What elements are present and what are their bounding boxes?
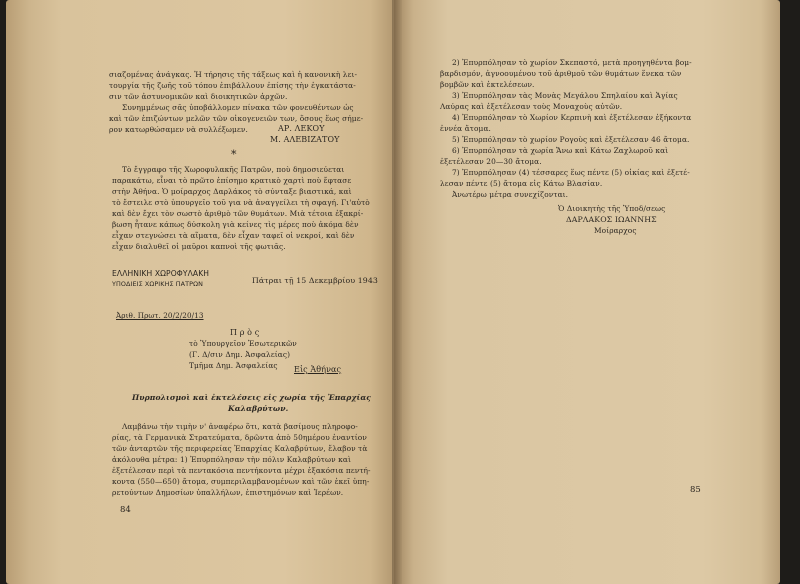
address-line: τὸ Ὑπουργεῖον Ἐσωτερικῶν: [189, 339, 297, 348]
text-line: λεσαν πέντε (5) ἄτομα εἰς Κάτω Βλασίαν.: [440, 179, 603, 188]
left-page: [6, 0, 402, 584]
document-header-sub: ΥΠΟΔΙΕΙΣ ΧΩΡΙΚΗΣ ΠΑΤΡΩΝ: [112, 280, 203, 288]
section-separator-star: *: [231, 148, 237, 161]
text-line: Τὸ ἔγγραφο τῆς Χωροφυλακῆς Πατρῶν, ποὺ δημοσιεύεται: [122, 165, 345, 174]
text-line: σιν τῶν ἀστυνομικῶν καὶ διοικητικῶν ἀρχῶν.: [109, 92, 288, 101]
text-line: Λαμβάνω τὴν τιμὴν ν' ἀναφέρω ὅτι, κατὰ βασίμους πληροφο-: [122, 422, 358, 431]
address-line: (Γ. Δ/σιν Δημ. Ἀσφαλείας): [189, 350, 291, 359]
text-line: Συνημμένως σᾶς ὑποβάλλομεν πίνακα τῶν φονευθέντων ὡς: [122, 103, 354, 112]
text-line: κοντα (550—650) ἄτομα, συμπεριλαμβανομένων καὶ τῶν ἐκεῖ ὑπη-: [112, 477, 370, 486]
text-line: 3) Ἐπυρπόλησαν τὰς Μονὰς Μεγάλου Σπηλαίου καὶ Ἁγίας: [452, 91, 678, 100]
text-line: Λαύρας καὶ ἐξετέλεσαν τοὺς Μοναχοὺς αὐτῶν.: [440, 102, 623, 111]
text-line: ἐξετέλεσαν 20—30 ἄτομα.: [440, 157, 542, 166]
text-line: ἐξετέλεσαν περὶ τὰ πεντακόσια πεντήκοντα μέχρι ἑξακόσια πεντή-: [112, 466, 371, 475]
text-line: καὶ τῶν ἐπιζώντων μελῶν τῶν οἰκογενειῶν των, ὅσους ἕως σήμε-: [109, 114, 364, 123]
text-line: στὴν Ἀθήνα. Ὁ μοίραρχος Δαρλάκος τὸ σύνταξε βιαστικά, καὶ: [112, 187, 352, 196]
text-line: ρίας, τὰ Γερμανικὰ Στρατεύματα, δρῶντα ἀπὸ 50ημέρου ἐναντίον: [112, 433, 367, 442]
text-line: ἐννέα ἄτομα.: [440, 124, 491, 133]
text-line: βαρδισμόν, ἀγνοουμένου τοῦ ἀριθμοῦ τῶν θυμάτων ἕνεκα τῶν: [440, 69, 682, 78]
text-line: ρον κατωρθώσαμεν νὰ συλλέξωμεν.: [109, 125, 248, 134]
text-line: τῶν ἀνταρτῶν τῆς περιφερείας Ἐπαρχίας Καλαβρύτων, ἔλαβον τὰ: [112, 444, 368, 453]
signature-name: ΑΡ. ΛΕΚΟΥ: [278, 124, 325, 133]
signature-rank: Μοίραρχος: [594, 226, 637, 235]
text-line: 6) Ἐπυρπόλησαν τὰ χωρία Ἄνω καὶ Κάτω Ζαχλωροῦ καὶ: [452, 146, 669, 155]
book-spine-shadow: [392, 0, 402, 584]
text-line: καὶ δὲν ἔχει τὸν σωστὸ ἀριθμὸ τῶν θυμάτων. Μιὰ τέτοια ἐξακρί-: [112, 209, 364, 218]
text-line: ἀκόλουθα μέτρα: 1) Ἐπυρπόλησαν τὴν πόλιν Καλαβρύτων καὶ: [112, 455, 351, 464]
text-line: 4) Ἐπυρπόλησαν τὸ Χωρίον Κερπινὴ καὶ ἐξετέλεσαν ἑξήκοντα: [452, 113, 692, 122]
page-number: 85: [690, 485, 701, 495]
text-line: Ἀνωτέρω μέτρα συνεχίζονται.: [452, 190, 569, 199]
address-city: Εἰς Ἀθήνας: [294, 365, 342, 374]
address-line: Τμῆμα Δημ. Ἀσφαλείας: [189, 361, 278, 370]
text-line: τουργία τῆς ζωῆς τοῦ τόπου ἐπιβάλλουν ἐπίσης τὴν ἐγκατάστα-: [109, 81, 356, 90]
text-line: 7) Ἐπυρπόλησαν (4) τέσσαρες ἕως πέντε (5) οἰκίας καὶ ἐξετέ-: [452, 168, 690, 177]
text-line: παρακάτω, εἶναι τὸ πρῶτο ἐπίσημο κρατικὸ χαρτὶ ποὺ ἔφτασε: [112, 176, 352, 185]
signature-name: Μ. ΑΛΕΒΙΖΑΤΟΥ: [270, 135, 340, 144]
text-line: τὸ ἔστειλε στὸ ὑπουργεῖο τοῦ για νὰ ἀναγγείλει τὴ σφαγή. Γι'αὐτὸ: [112, 198, 370, 207]
signature-title: Ὁ Διοικητὴς τῆς Ὑποδ/σεως: [558, 204, 666, 213]
text-line: ρετούντων Δημοσίων ὑπαλλήλων, ἐπιστημόνων καὶ Ἱερέων.: [112, 488, 344, 497]
text-line: 5) Ἐπυρπόλησαν τὸ χωρίον Ρογοὺς καὶ ἐξετέλεσαν 46 ἄτομα.: [452, 135, 690, 144]
protocol-number: Ἀριθ. Πρωτ. 20/2/20/13: [116, 311, 204, 320]
text-line: εἶχαν στεγνώσει τὰ αἵματα, δὲν εἶχαν ταφεῖ οἱ νεκροί, καὶ δὲν: [112, 231, 355, 240]
address-line: Π ρ ὸ ς: [230, 328, 260, 337]
text-line: βωση ἦτανε κάπως δύσκολη γιὰ κείνες τὶς μέρες ποὺ ἀκόμα δὲν: [112, 220, 359, 229]
text-line: βομβῶν καὶ ἐκτελέσεων.: [440, 80, 535, 89]
signature-name: ΔΑΡΛΑΚΟΣ ΙΩΑΝΝΗΣ: [566, 215, 657, 224]
right-page: [394, 0, 780, 584]
page-number: 84: [120, 505, 131, 515]
subject-line: Καλαβρύτων.: [228, 404, 289, 413]
text-line: σιαζομένας ἀνάγκας. Ἡ τήρησις τῆς τάξεως καὶ ἡ κανονικὴ λει-: [109, 70, 358, 79]
subject-line: Πυρπολισμοὶ καὶ ἐκτελέσεις εἰς χωρία τῆς Ἐπαρχίας: [132, 393, 371, 402]
document-date: Πάτραι τῇ 15 Δεκεμβρίου 1943: [252, 276, 378, 285]
document-header-org: ΕΛΛΗΝΙΚΗ ΧΩΡΟΦΥΛΑΚΗ: [112, 269, 210, 278]
text-line: εἶχαν διαλυθεῖ οἱ μαῦροι καπνοὶ τῆς φωτιᾶς.: [112, 242, 286, 251]
text-line: 2) Ἐπυρπόλησαν τὸ χωρίον Σκεπαστό, μετὰ προηγηθέντα βομ-: [452, 58, 692, 67]
